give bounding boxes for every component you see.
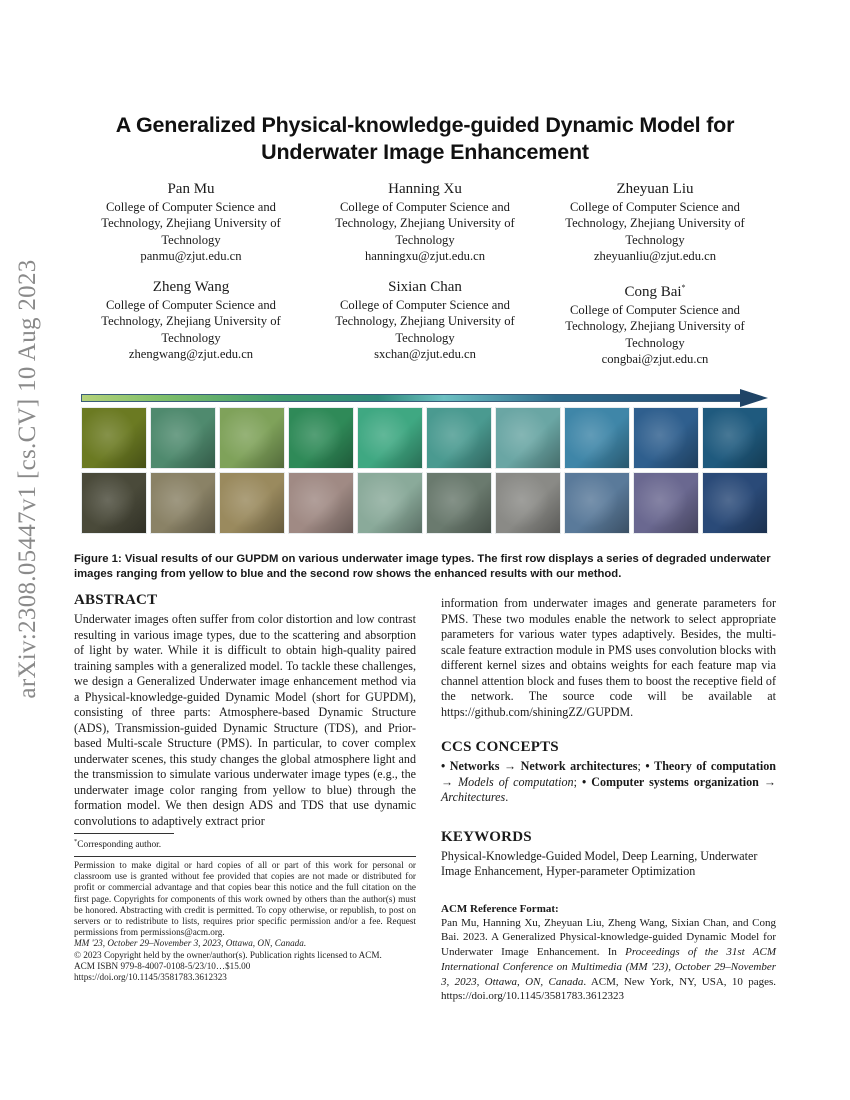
keywords-heading: KEYWORDS [441, 828, 532, 845]
enhanced-underwater-image [702, 472, 768, 534]
author-block [540, 180, 770, 265]
ccs-main: Theory of computation [654, 759, 777, 773]
enhanced-images-row [81, 472, 771, 534]
enhanced-underwater-image [426, 472, 492, 534]
copyright-line: © 2023 Copyright held by the owner/author(s). Publication rights licensed to ACM. [74, 949, 382, 960]
arxiv-identifier-stamp [6, 259, 50, 699]
corresponding-author-mark: * [681, 283, 686, 292]
keywords-text: Physical-Knowledge-Guided Model, Deep Learning, Underwater Image Enhancement, Hyper-parameter Optimization [441, 848, 758, 878]
author-block [310, 180, 540, 265]
degraded-underwater-image [426, 407, 492, 469]
degraded-underwater-image [564, 407, 630, 469]
bullet: • [441, 759, 446, 773]
permission-text: Permission to make digital or hard copies of all or part of this work for personal or classroom use is granted without fee provided that copies are not made or distributed for profit or commercial advantage and that copies bear this notice and the full citation on the first page. Copyrights for components of this work owned by others than the author(s) must be honored. Abstracting with credit is permitted. To copy otherwise, or republish, to post on servers or to redistribute to lists, requires prior specific permission and/or a fee. Request permissions from permissions@acm.org. [74, 860, 416, 938]
author-email[interactable]: panmu@zjut.edu.cn [140, 249, 242, 264]
author-name: Hanning Xu [388, 181, 462, 197]
arrow-icon: → [503, 759, 517, 773]
degraded-underwater-image [495, 407, 561, 469]
author-block [76, 278, 306, 363]
arxiv-identifier-text: arXiv:2308.05447v1 [cs.CV] 10 Aug 2023 [14, 259, 41, 699]
author-name: Sixian Chan [388, 279, 462, 295]
isbn-line: ACM ISBN 979-8-4007-0108-5/23/10…$15.00 [74, 960, 251, 971]
separator: . [505, 790, 509, 804]
degraded-underwater-image [357, 407, 423, 469]
figure-caption: Figure 1: Visual results of our GUPDM on various underwater image types. The first row displays a series of degraded underwater images ranging from yellow to blue and the second row shows the enhanced results with our method. [74, 553, 771, 580]
arrow-icon: → [441, 774, 454, 789]
ccs-concepts-heading: CCS CONCEPTS [441, 739, 559, 755]
author-email[interactable]: zhengwang@zjut.edu.cn [128, 347, 254, 362]
arrow-icon: → [763, 774, 777, 789]
paper-title: A Generalized Physical-knowledge-guided Dynamic Model for Underwater Image Enhancement [115, 113, 735, 164]
abstract-text-part-2: information from underwater images and generate parameters for PMS. These two modules enable the network to select appropriate parameters for various water types adaptively. Besides, the multi-scale feature extraction module in PMS uses convolution blocks with different kernel sizes and obtains weights for each feature map via channel attention block and fuses them to boost the receptive field of the network. The source code will be available at https://github.com/shiningZZ/GUPDM. [441, 596, 776, 719]
ccs-sub: Models of computation [458, 774, 574, 789]
author-affiliation: College of Computer Science and Technology, Zhejiang University of Technology [101, 298, 281, 345]
author-name: Pan Mu [167, 181, 215, 197]
separator: ; [573, 774, 577, 789]
arrow-head-icon [740, 389, 768, 407]
ccs-main: Networks [449, 759, 500, 773]
ccs-concepts-list [441, 759, 776, 806]
bullet: • [581, 774, 587, 789]
degraded-underwater-image [81, 407, 147, 469]
author-name: Zheng Wang [152, 279, 230, 295]
author-email[interactable]: congbai@zjut.edu.cn [601, 352, 709, 367]
footnote-mark: * [74, 838, 78, 845]
permission-divider [74, 856, 416, 857]
author-email[interactable]: sxchan@zjut.edu.cn [374, 347, 476, 362]
degraded-underwater-image [219, 407, 285, 469]
author-block [310, 278, 540, 363]
author-block [540, 278, 770, 368]
doi-link[interactable]: https://doi.org/10.1145/3581783.3612323 [74, 972, 227, 983]
author-affiliation: College of Computer Science and Technology, Zhejiang University of Technology [565, 200, 745, 247]
degraded-underwater-image [633, 407, 699, 469]
author-block [76, 180, 306, 265]
reference-main: Pan Mu, Hanning Xu, Zheyuan Liu, Zheng Wang, Sixian Chan, and Cong Bai. 2023. A Generalized Physical-knowledge-guided Dynamic Model for Underwater Image Enhancement. In [441, 916, 776, 959]
conference-venue: MM '23, October 29–November 3, 2023, Ottawa, ON, Canada. [74, 938, 307, 949]
acm-reference-text [441, 916, 776, 1005]
author-name [540, 278, 770, 302]
enhanced-underwater-image [219, 472, 285, 534]
enhanced-underwater-image [81, 472, 147, 534]
ccs-sub: Network architectures [520, 759, 638, 773]
acm-reference-heading: ACM Reference Format: [441, 902, 559, 915]
figure-1 [78, 390, 772, 538]
author-name-text: Cong Bai [624, 284, 682, 300]
author-email[interactable]: hanningxu@zjut.edu.cn [364, 249, 486, 264]
reference-proceedings: Proceedings of the 31st ACM International Conference on Multimedia (MM '23), October 29–November 3, 2023, Ottawa, ON, Canada [441, 946, 776, 988]
reference-tail: . ACM, New York, NY, USA, 10 pages. https://doi.org/10.1145/3581783.3612323 [441, 975, 777, 1003]
enhanced-underwater-image [150, 472, 216, 534]
footnote-text: Corresponding author. [77, 840, 162, 851]
bullet: • [645, 759, 650, 773]
ccs-sub: Architectures [441, 790, 506, 804]
permission-notice [74, 860, 416, 983]
author-affiliation: College of Computer Science and Technology, Zhejiang University of Technology [335, 298, 515, 345]
right-column [441, 596, 776, 1004]
author-affiliation: College of Computer Science and Technology, Zhejiang University of Technology [335, 200, 515, 247]
footnote-divider [74, 833, 174, 834]
enhanced-underwater-image [564, 472, 630, 534]
color-gradient-arrow-bar [81, 394, 741, 402]
corresponding-author-footnote [74, 836, 161, 851]
enhanced-underwater-image [495, 472, 561, 534]
abstract-text-part-1: Underwater images often suffer from color distortion and low contrast resulting in various image types, due to the scattering and absorption of light by water. While it is difficult to obtain high-quality paired training samples with a generalized model. To tackle these challenges, we design a Generalized Underwater image enhancement method via a Physical-knowledge-guided Dynamic Model (short for GUPDM), consisting of three parts: Atmosphere-based Dynamic Structure (ADS), Transmission-guided Dynamic Structure (TDS), and Prior-based Multi-scale Structure (PMS). In particular, to cover complex underwater scenes, this study changes the global atmosphere light and the transmission to simulate various underwater image types (e.g., the underwater image color ranging from yellow to blue) through the formation model. We then design ADS and TDS that use dynamic convolutions to adaptively extract prior [74, 612, 416, 828]
enhanced-underwater-image [633, 472, 699, 534]
enhanced-underwater-image [288, 472, 354, 534]
degraded-underwater-image [150, 407, 216, 469]
author-affiliation: College of Computer Science and Technology, Zhejiang University of Technology [101, 200, 281, 247]
degraded-underwater-image [288, 407, 354, 469]
degraded-underwater-image [702, 407, 768, 469]
author-email[interactable]: zheyuanliu@zjut.edu.cn [593, 249, 717, 264]
degraded-images-row [81, 407, 771, 469]
enhanced-underwater-image [357, 472, 423, 534]
ccs-item [441, 759, 641, 773]
ccs-main: Computer systems organization [591, 774, 759, 789]
abstract-heading: ABSTRACT [74, 592, 158, 608]
image-grid [81, 407, 771, 537]
author-affiliation: College of Computer Science and Technology, Zhejiang University of Technology [565, 303, 745, 350]
author-name: Zheyuan Liu [616, 181, 694, 197]
separator: ; [637, 759, 641, 773]
left-column [74, 591, 416, 829]
